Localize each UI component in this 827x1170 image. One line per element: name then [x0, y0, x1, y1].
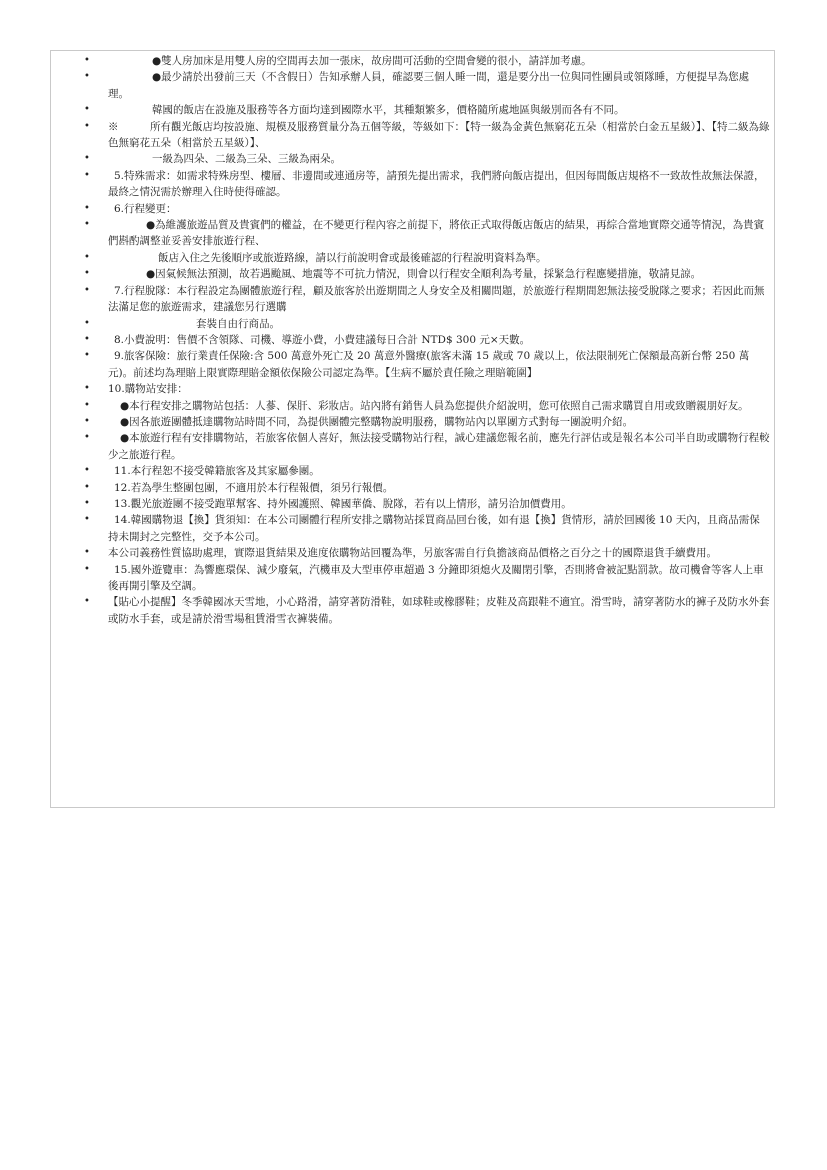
list-item [51, 53, 774, 69]
list-item [51, 316, 774, 332]
list-item-text: ●本旅遊行程有安排購物站，若旅客依個人喜好，無法接受購物站行程，誠心建議您報名前，應先行評估或是報名本公司半自助或購物行程較少之旅遊行程。 [108, 432, 770, 461]
list-item-text: 15.國外遊覽車：為響應環保、減少廢氣，汽機車及大型車停車超過 3 分鐘即須熄火及關閉引擎，否則將會被記點罰款。故司機會等客人上車後再開引擎及空調。 [108, 563, 764, 592]
bullet-icon: • [84, 432, 90, 444]
bullet-icon: • [84, 547, 90, 559]
list-item-text: 13.觀光旅遊團不接受跑單幫客、持外國護照、韓國華僑、脫隊，若有以上情形，請另洽加價費用。 [114, 497, 572, 510]
list-item [51, 102, 774, 118]
list-item-text: 韓國的飯店在設施及服務等各方面均達到國際水平，其種類繁多，價格隨所處地區與級別而各有不同。 [152, 104, 625, 117]
list-item [51, 283, 774, 316]
list-item [51, 545, 774, 561]
bullet-icon: • [84, 383, 90, 395]
list-item-text: ●因各旅遊團體抵達購物站時間不同，為提供團體完整購物說明服務，購物站內以單團方式對每一團說明介紹。 [120, 415, 634, 428]
list-item [51, 119, 774, 152]
list-item-text: 套裝自由行商品。 [196, 317, 280, 330]
list-item-text: 9.旅客保險：旅行業責任保險:含 500 萬意外死亡及 20 萬意外醫療(旅客未滿 15 歲或 70 歲以上，依法限制死亡保額最高新台幣 250 萬元)。前述均為理賠上限實際理賠金額依保險公司認定為準。【生病不屬於責任險之理賠範圍】 [108, 350, 750, 379]
bullet-icon: • [84, 350, 90, 362]
list-item-text: 8.小費說明：售價不含領隊、司機、導遊小費，小費建議每日合計 NTD$ 300 元×天數。 [114, 333, 531, 346]
list-item-text: ●因氣候無法預測，故若遇颱風、地震等不可抗力情況，則會以行程安全順利為考量，採緊急行程應變措施，敬請見諒。 [146, 268, 702, 281]
list-item [51, 414, 774, 430]
bullet-icon: • [84, 104, 90, 116]
list-item [51, 430, 774, 463]
list-item-text: ●為維護旅遊品質及貴賓們的權益，在不變更行程內容之前提下，將依正式取得飯店飯店的結果，再綜合當地實際交通等情況，為貴賓們斟酌調整並妥善安排旅遊行程、 [108, 219, 765, 248]
list-item-text: 【貼心小提醒】冬季韓國冰天雪地，小心路滑，請穿著防滑鞋，如球鞋或橡膠鞋；皮鞋及高跟鞋不適宜。滑雪時，請穿著防水的褲子及防水外套或防水手套，或是請於滑雪場租賃滑雪衣褲裝備。 [108, 596, 770, 625]
bullet-icon: • [84, 514, 90, 526]
list-item [51, 201, 774, 217]
list-item-text: 12.若為學生整團包團，不適用於本行程報價，須另行報價。 [114, 481, 394, 494]
list-item [51, 217, 774, 250]
bullet-icon: • [84, 497, 90, 509]
bullet-icon: • [84, 120, 90, 132]
bullet-icon: • [84, 284, 90, 296]
list-item [51, 266, 774, 282]
list-item [51, 480, 774, 496]
list-item-text: ※ 所有觀光飯店均按設施、規模及服務質量分為五個等級，等級如下：【特一級為金黃色無窮花五朵（相當於白金五星級）】、【特二級為綠色無窮花五朵（相當於五星級）】、 [108, 120, 770, 150]
list-item-text: ●最少請於出發前三天（不含假日）告知承辦人員，確認要三個人睡一間，還是要分出一位與同性團員或領隊睡，方便提早為您處理。 [108, 71, 750, 100]
list-item-text: 本公司義務性質協助處理，實際退貨結果及進度依購物站回覆為準，另旅客需自行負擔該商品價格之百分之十的國際退貨手續費用。 [108, 547, 717, 560]
bullet-icon: • [84, 481, 90, 493]
list-item-text: 一級為四朵、二級為三朵、三級為兩朵。 [152, 153, 341, 166]
list-item [51, 594, 774, 627]
list-item [51, 463, 774, 479]
list-item [51, 151, 774, 167]
list-item-text: 6.行程變更： [114, 202, 177, 215]
bullet-icon: • [84, 251, 90, 263]
list-item-text: 11.本行程恕不接受韓籍旅客及其家屬參團。 [114, 465, 320, 478]
list-item-text: 10.購物站安排： [108, 383, 188, 396]
bullet-icon: • [84, 333, 90, 345]
bullet-icon: • [84, 268, 90, 280]
list-item [51, 381, 774, 397]
bullet-icon: • [84, 317, 90, 329]
bullet-icon: • [84, 563, 90, 575]
list-item-text: 5.特殊需求：如需求特殊房型、樓層、非邊間或連通房等，請預先提出需求，我們將向飯店提出，但因每間飯店規格不一致故性故無法保證，最終之情況需於辦理入住時使得確認。 [108, 169, 765, 199]
bullet-icon: • [84, 596, 90, 608]
bullet-icon: • [84, 169, 90, 181]
list-item [51, 348, 774, 381]
list-item [51, 250, 774, 266]
list-item [51, 512, 774, 545]
bullet-icon: • [84, 153, 90, 165]
bullet-icon: • [84, 71, 90, 83]
list-item-text: ●本行程安排之購物站包括：人蔘、保肝、彩妝店。站內將有銷售人員為您提供介紹說明，您可依照自己需求購買自用或致贈親朋好友。 [120, 399, 749, 412]
list-item [51, 398, 774, 414]
list-item-text: 飯店入住之先後順序或旅遊路線，請以行前說明會或最後確認的行程說明資料為準。 [158, 251, 547, 264]
notes-panel [50, 50, 775, 808]
bullet-icon: • [84, 202, 90, 214]
bullet-icon: • [84, 219, 90, 231]
notes-list [51, 53, 774, 627]
list-item [51, 496, 774, 512]
bullet-icon: • [84, 55, 90, 66]
list-item-text: 14.韓國購物退【換】貨須知：在本公司團體行程所安排之購物站採買商品回台後，如有退【換】貨情形，請於回國後 10 天內，且商品需保持未開封之完整性，交予本公司。 [108, 514, 760, 543]
bullet-icon: • [84, 415, 90, 427]
list-item-text: 7.行程脫隊：本行程設定為團體旅遊行程，顧及旅客於出遊期間之人身安全及相關問題，於旅遊行程期間恕無法接受脫隊之要求；若因此而無法滿足您的旅遊需求，建議您另行選購 [108, 284, 765, 314]
bullet-icon: • [84, 465, 90, 477]
list-item [51, 69, 774, 102]
list-item [51, 562, 774, 595]
list-item [51, 332, 774, 348]
list-item [51, 168, 774, 201]
list-item-text: ●雙人房加床是用雙人房的空間再去加一張床，故房間可活動的空間會變的很小，請詳加考慮。 [152, 55, 592, 67]
bullet-icon: • [84, 399, 90, 411]
